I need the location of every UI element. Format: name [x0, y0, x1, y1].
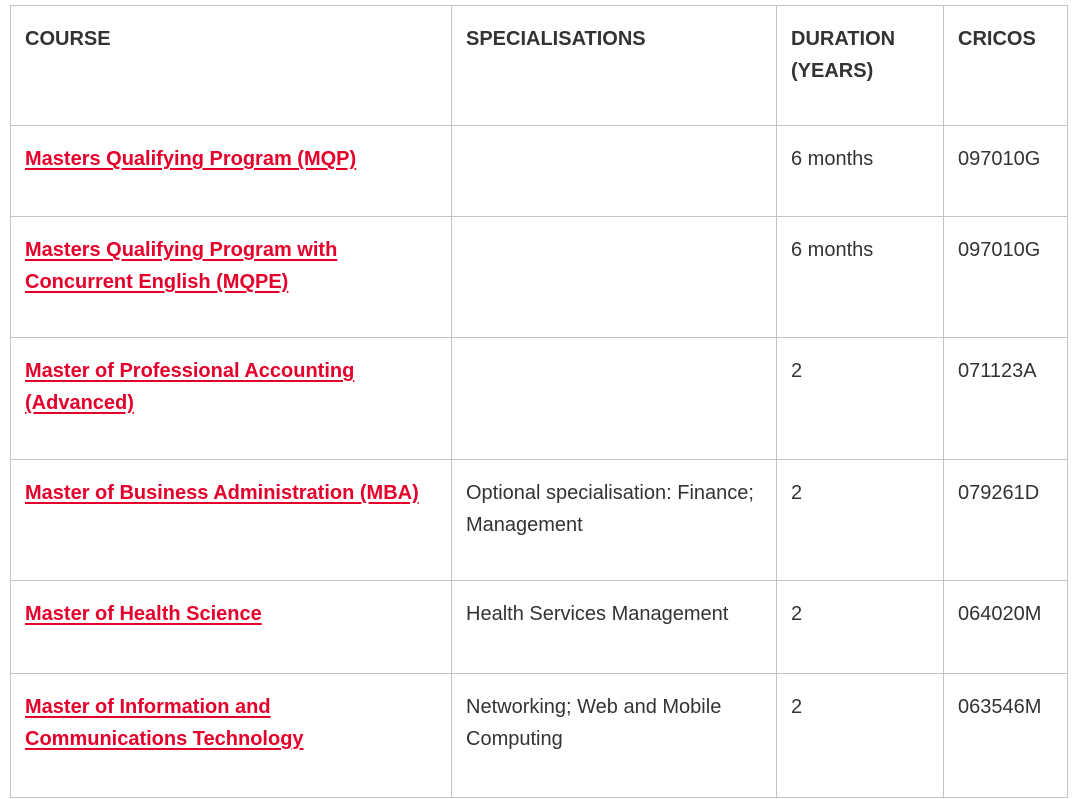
course-cell: [11, 126, 452, 217]
duration-cell: 6 months: [777, 217, 944, 338]
course-cell: [11, 460, 452, 581]
table-row: [11, 581, 1068, 674]
specialisations-cell: Networking; Web and Mobile Computing: [452, 674, 777, 798]
course-cell: [11, 581, 452, 674]
course-table: [10, 5, 1068, 798]
cricos-cell: 063546M: [944, 674, 1068, 798]
cricos-cell: 097010G: [944, 217, 1068, 338]
cricos-cell: 097010G: [944, 126, 1068, 217]
specialisations-cell: [452, 126, 777, 217]
table-row: [11, 217, 1068, 338]
specialisations-cell: Health Services Management: [452, 581, 777, 674]
header-course: COURSE: [11, 6, 452, 126]
cricos-cell: 079261D: [944, 460, 1068, 581]
specialisations-cell: Optional specialisation: Finance; Management: [452, 460, 777, 581]
course-link-health-science[interactable]: Master of Health Science: [25, 603, 262, 625]
table-header-row: [11, 6, 1068, 126]
course-link-mba[interactable]: Master of Business Administration (MBA): [25, 482, 419, 504]
table-row: [11, 674, 1068, 798]
course-link-accounting[interactable]: Master of Professional Accounting (Advanced): [25, 360, 355, 414]
course-table-container: [10, 5, 1068, 798]
course-link-mqpe[interactable]: Masters Qualifying Program with Concurrent English (MQPE): [25, 239, 338, 293]
duration-cell: 2: [777, 674, 944, 798]
header-specialisations: SPECIALISATIONS: [452, 6, 777, 126]
header-duration: DURATION (YEARS): [777, 6, 944, 126]
specialisations-cell: [452, 217, 777, 338]
course-cell: [11, 674, 452, 798]
table-row: [11, 126, 1068, 217]
cricos-cell: 071123A: [944, 338, 1068, 460]
duration-cell: 2: [777, 460, 944, 581]
header-cricos: CRICOS: [944, 6, 1068, 126]
course-link-ict[interactable]: Master of Information and Communications Technology: [25, 696, 304, 750]
duration-cell: 2: [777, 338, 944, 460]
course-cell: [11, 217, 452, 338]
duration-cell: 6 months: [777, 126, 944, 217]
table-row: [11, 460, 1068, 581]
course-cell: [11, 338, 452, 460]
table-row: [11, 338, 1068, 460]
course-link-mqp[interactable]: Masters Qualifying Program (MQP): [25, 148, 357, 170]
duration-cell: 2: [777, 581, 944, 674]
cricos-cell: 064020M: [944, 581, 1068, 674]
specialisations-cell: [452, 338, 777, 460]
